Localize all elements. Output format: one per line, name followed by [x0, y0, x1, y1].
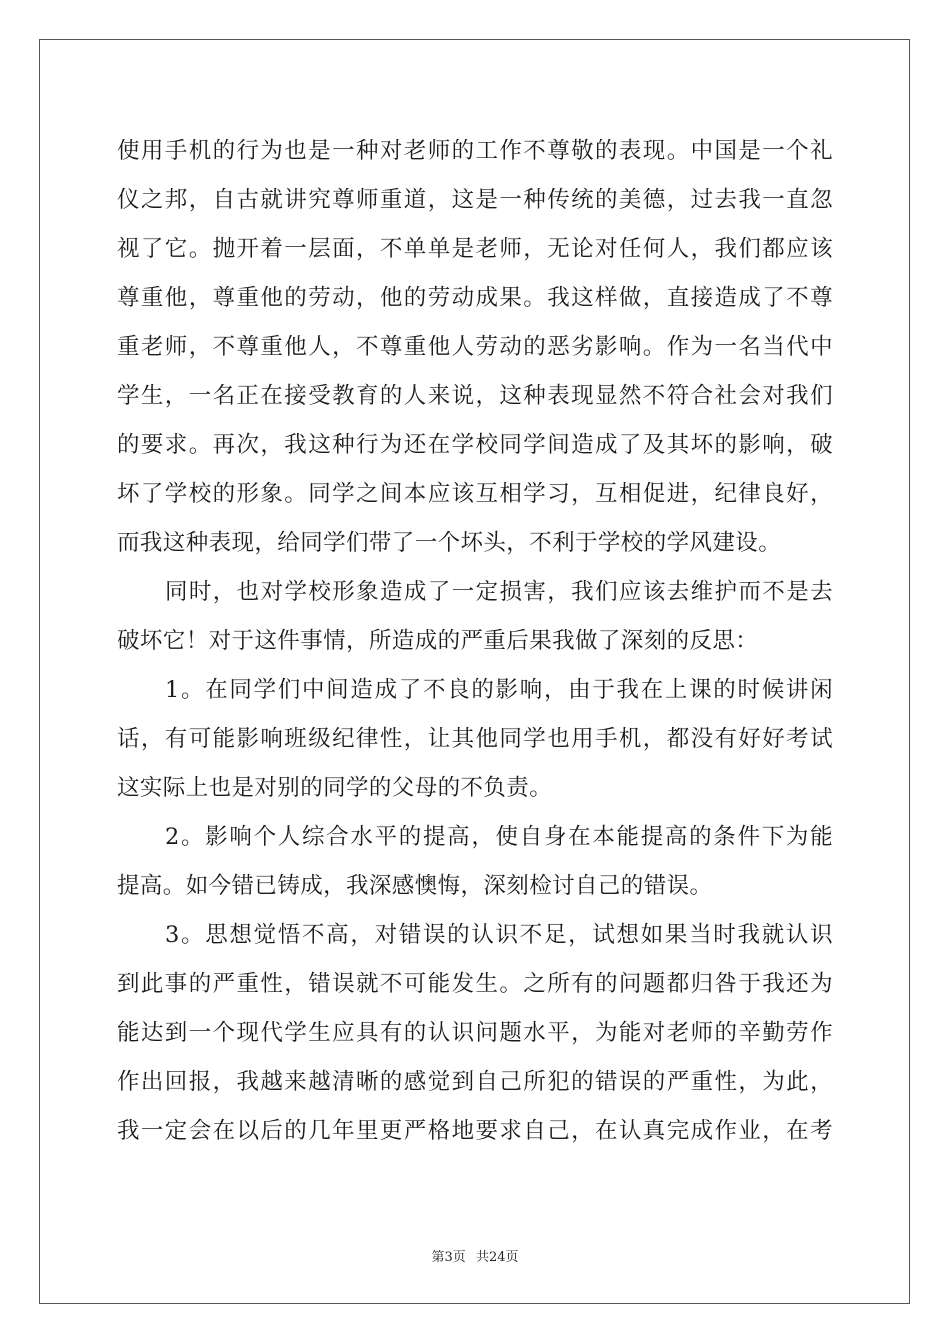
text-line: 而我这种表现，给同学们带了一个坏头，不利于学校的学风建设。	[117, 530, 782, 556]
text-line: 视了它。抛开着一层面，不单单是老师，无论对任何人，我们都应该	[117, 236, 833, 262]
text-line: 尊重他，尊重他的劳动，他的劳动成果。我这样做，直接造成了不尊	[117, 285, 833, 311]
paragraph	[117, 911, 833, 1156]
text-line: 我一定会在以后的几年里更严格地要求自己，在认真完成作业，在考	[117, 1118, 833, 1144]
text-line: 使用手机的行为也是一种对老师的工作不尊敬的表现。中国是一个礼	[117, 138, 833, 164]
text-line: 2。影响个人综合水平的提高，使自身在本能提高的条件下为能	[165, 824, 833, 850]
document-body	[117, 127, 833, 1156]
text-line: 3。思想觉悟不高，对错误的认识不足，试想如果当时我就认识	[165, 922, 833, 948]
text-line: 仪之邦，自古就讲究尊师重道，这是一种传统的美德，过去我一直忽	[117, 187, 833, 213]
text-line: 提高。如今错已铸成，我深感懊悔，深刻检讨自己的错误。	[117, 873, 713, 899]
text-line: 的要求。再次，我这种行为还在学校同学间造成了及其坏的影响，破	[117, 432, 833, 458]
text-line: 坏了学校的形象。同学之间本应该互相学习，互相促进，纪律良好，	[117, 481, 833, 507]
page-footer	[0, 1246, 950, 1265]
page-number: 第3页	[431, 1250, 466, 1265]
paragraph	[117, 813, 833, 911]
text-line: 这实际上也是对别的同学的父母的不负责。	[117, 775, 553, 801]
text-line: 同时，也对学校形象造成了一定损害，我们应该去维护而不是去	[165, 579, 833, 605]
text-line: 作出回报，我越来越清晰的感觉到自己所犯的错误的严重性，为此，	[117, 1069, 833, 1095]
paragraph	[117, 127, 833, 568]
text-line: 到此事的严重性，错误就不可能发生。之所有的问题都归咎于我还为	[117, 971, 833, 997]
page-total: 共24页	[475, 1250, 519, 1265]
text-line: 1。在同学们中间造成了不良的影响，由于我在上课的时候讲闲	[165, 677, 833, 703]
text-line: 重老师，不尊重他人，不尊重他人劳动的恶劣影响。作为一名当代中	[117, 334, 833, 360]
text-line: 话，有可能影响班级纪律性，让其他同学也用手机，都没有好好考试	[117, 726, 833, 752]
text-line: 能达到一个现代学生应具有的认识问题水平，为能对老师的辛勤劳作	[117, 1020, 833, 1046]
text-line: 破坏它！对于这件事情，所造成的严重后果我做了深刻的反思：	[117, 628, 759, 654]
paragraph	[117, 666, 833, 813]
text-line: 学生，一名正在接受教育的人来说，这种表现显然不符合社会对我们	[117, 383, 833, 409]
paragraph	[117, 568, 833, 666]
